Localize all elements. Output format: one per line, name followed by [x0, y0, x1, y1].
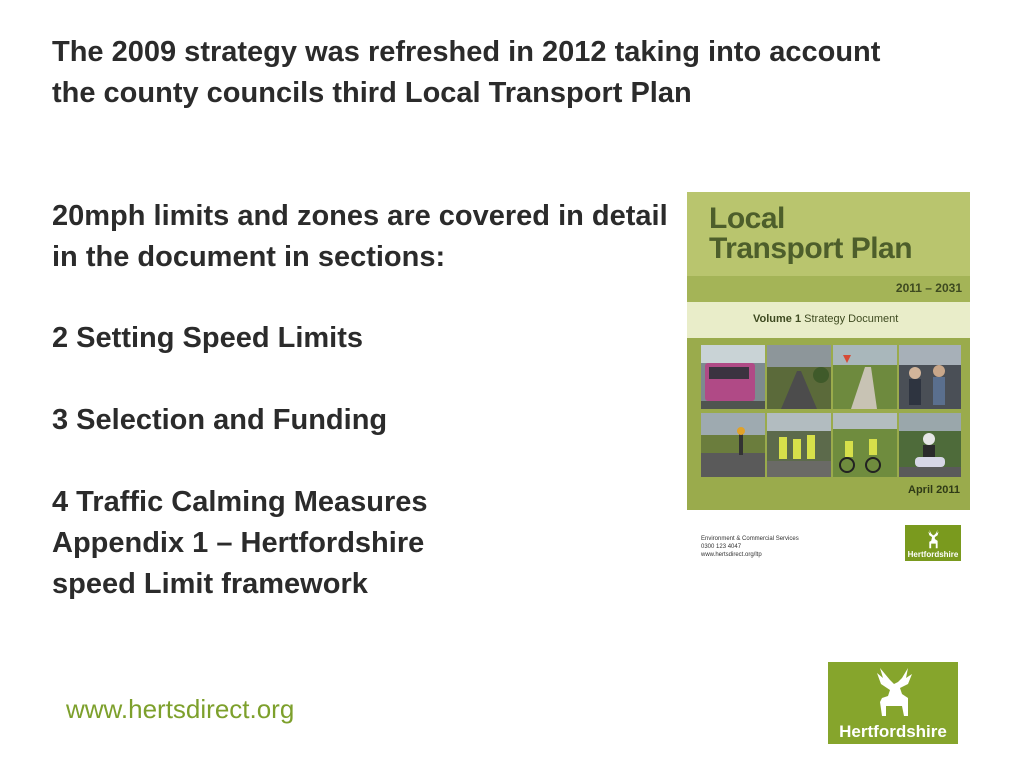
footer-url-link[interactable]: www.hertsdirect.org — [66, 694, 295, 724]
cover-header — [687, 192, 970, 276]
cover-hertfordshire-logo — [905, 525, 961, 561]
cover-volume-title: Strategy Document — [804, 313, 899, 325]
section-3-item: 3 Selection and Funding — [52, 404, 388, 436]
stag-icon — [866, 666, 922, 718]
intro-text: The 2009 strategy was refreshed in 2012 taking into account the county councils third Local Transport Plan — [52, 36, 881, 109]
cover-volume-band — [687, 302, 970, 338]
bus-photo — [701, 345, 765, 409]
section-4-item — [52, 482, 612, 605]
cover-years: 2011 – 2031 — [895, 281, 962, 295]
walkers-photo — [767, 413, 831, 477]
cover-contact-line-2: 0300 123 4047 — [701, 544, 742, 550]
ltp-cover-image — [687, 192, 970, 576]
cover-contact — [701, 535, 799, 559]
logo-text: Hertfordshire — [839, 722, 947, 741]
covered-text: 20mph limits and zones are covered in detail in the document in sections: — [52, 200, 668, 273]
cover-title — [709, 204, 969, 264]
stag-icon — [919, 527, 947, 551]
cover-volume-number: Volume 1 — [753, 313, 802, 325]
cover-volume — [753, 313, 898, 325]
people-photo — [899, 345, 961, 409]
section-4-line-3: speed Limit framework — [52, 568, 368, 600]
road-photo — [767, 345, 831, 409]
cover-date: April 2011 — [908, 484, 960, 496]
hertfordshire-logo — [828, 662, 958, 744]
cover-years-band — [687, 276, 970, 302]
section-4-line-1: 4 Traffic Calming Measures — [52, 486, 428, 518]
cyclists-photo — [833, 413, 897, 477]
cover-contact-line-1: Environment & Commercial Services — [701, 536, 799, 542]
cover-photo-grid — [701, 345, 961, 477]
section-2-item: 2 Setting Speed Limits — [52, 322, 363, 354]
cover-contact-line-3: www.hertsdirect.org/ltp — [701, 552, 762, 558]
cover-title-line-1: Local — [709, 202, 785, 235]
section-4-line-2: Appendix 1 – Hertfordshire — [52, 527, 425, 559]
footpath-photo — [833, 345, 897, 409]
cover-green-panel — [687, 192, 970, 510]
cover-title-line-2: Transport Plan — [709, 232, 913, 265]
scooter-photo — [899, 413, 961, 477]
junction-photo — [701, 413, 765, 477]
cover-logo-text: Hertfordshire — [907, 550, 959, 559]
